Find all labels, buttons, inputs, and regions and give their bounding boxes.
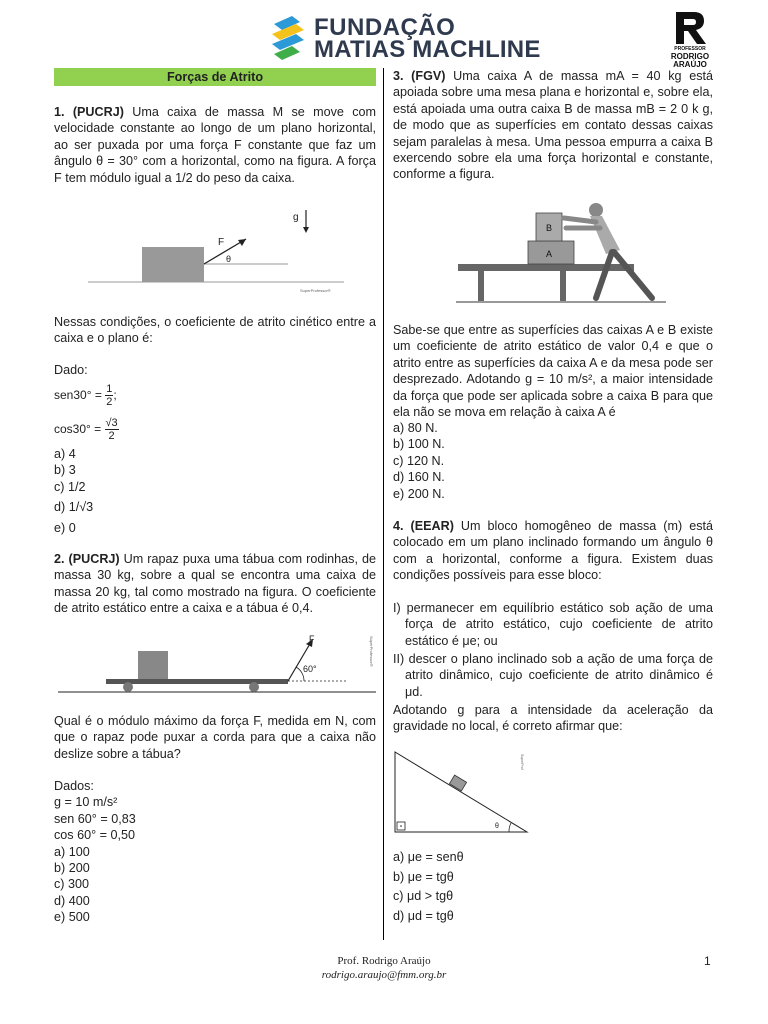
q1-cos-fraction bbox=[105, 417, 119, 442]
q2-dados-label: Dados: bbox=[54, 779, 94, 793]
q2-dado-g: g = 10 m/s² bbox=[54, 795, 118, 810]
q1-number: 1. (PUCRJ) bbox=[54, 105, 124, 119]
q1-cos-den: 2 bbox=[108, 430, 115, 443]
professor-logo-text bbox=[662, 46, 718, 69]
q4-text: Um bloco homogêneo de massa (m) está colocado em um plano inclinado formando um ângulo θ com a horizontal, conforme a figura. Existem duas condições possíveis para esse bloco: bbox=[393, 519, 713, 583]
q3-table-leg-right bbox=[560, 271, 566, 301]
q2-board bbox=[106, 679, 288, 684]
q4-condition-2: II) descer o plano inclinado sob a ação de uma força de atrito dinâmico, cujo coeficiente de atrito dinâmico é μd. bbox=[393, 652, 713, 699]
q2-option-e: e) 500 bbox=[54, 910, 90, 925]
q4-options bbox=[393, 848, 713, 926]
q3-option-e: e) 200 N. bbox=[393, 486, 445, 501]
q2-dado-cos: cos 60° = 0,50 bbox=[54, 828, 136, 843]
r-monogram-icon bbox=[668, 10, 712, 46]
q2-option-c: c) 300 bbox=[54, 877, 90, 892]
professor-logo bbox=[668, 10, 712, 68]
q2-box bbox=[138, 651, 168, 679]
footer-email[interactable]: rodrigo.araujo@fmm.org.br bbox=[321, 969, 447, 981]
q2-figure bbox=[58, 628, 376, 696]
q1-sen-label: sen30° = bbox=[54, 388, 102, 402]
q1-fig-credit: SuperProfessor® bbox=[300, 288, 331, 293]
q3-statement bbox=[393, 68, 713, 183]
q4-number: 4. (EEAR) bbox=[393, 519, 454, 533]
q3-number: 3. (FGV) bbox=[393, 69, 446, 83]
footer-name: Prof. Rodrigo Araújo bbox=[337, 955, 431, 967]
q4-condition-1: I) permanecer em equilíbrio estático sob ação de uma força de atrito estático, cujo coeficiente de atrito estático é μe; ou bbox=[393, 601, 713, 648]
q1-sen-num: 1 bbox=[106, 383, 113, 396]
q1-sen-end: ; bbox=[113, 388, 117, 402]
q1-option-b: b) 3 bbox=[54, 463, 76, 478]
q3-text: Uma caixa A de massa mA = 40 kg está apoiada sobre uma mesa plana e horizontal e, sobre ela, está apoiada uma outra caixa B de massa mB = 2 0 k g, de modo que as superfícies em contato dessas caixas sejam paralelas à mesa. Uma pessoa empurra a caixa B exercendo sobre ela uma força horizontal e constante, conforme a figura. bbox=[393, 69, 714, 182]
q3-options bbox=[393, 420, 713, 502]
q1-fig-g: g bbox=[293, 212, 299, 223]
q2-option-a: a) 100 bbox=[54, 844, 90, 859]
fundacao-logo bbox=[270, 14, 541, 64]
q4-figure bbox=[393, 748, 533, 834]
q4-option-b: b) μe = tgθ bbox=[393, 869, 454, 884]
q4-incline bbox=[395, 752, 527, 832]
q1-cos-label: cos30° = bbox=[54, 422, 102, 436]
q1-cos-formula bbox=[54, 412, 376, 446]
q3-fig-a: A bbox=[545, 249, 553, 259]
q2-wheel-left bbox=[123, 682, 133, 692]
q3-figure bbox=[456, 198, 668, 304]
q1-option-d: d) 1/√3 bbox=[54, 500, 94, 515]
q3-option-b: b) 100 N. bbox=[393, 437, 445, 452]
q2-statement bbox=[54, 551, 376, 617]
q4-option-c: c) μd > tgθ bbox=[393, 889, 454, 903]
q1-text: Uma caixa de massa M se move com velocidade constante ao longo de um plano horizontal, ao ser puxada por uma força F constante que faz um ângulo θ = 30° com a horizontal, como na figura. A força F tem módulo igual a 1/2 do peso da caixa. bbox=[54, 105, 376, 185]
q1-option-c: c) 1/2 bbox=[54, 479, 86, 494]
q4-right-angle-dot bbox=[400, 825, 402, 827]
q1-fig-f: F bbox=[218, 237, 225, 248]
q3-option-a: a) 80 N. bbox=[393, 421, 438, 435]
q4-question: Adotando g para a intensidade da aceleração da gravidade no local, é correto afirmar que: bbox=[393, 703, 713, 734]
q3-option-c: c) 120 N. bbox=[393, 453, 445, 468]
q1-options bbox=[54, 446, 376, 536]
q3-text2: Sabe-se que entre as superfícies das caixas A e B existe um coeficiente de atrito estático de valor 0,4 e que o atrito entre as superfícies da caixa A e da mesa pode ser desprezado. Adotando g = 10 m/s², a maior intensidade da força que pode ser aplicada sobre a caixa B para que ela não se mova em relação à caixa A é bbox=[393, 323, 713, 420]
q2-text: Um rapaz puxa uma tábua com rodinhas, de massa 30 kg, sobre a qual se encontra uma caixa de massa 20 kg, tal como mostrado na figura. O coeficiente de atrito estático entre a caixa e a tábua é 0,4. bbox=[54, 552, 376, 616]
footer bbox=[0, 954, 768, 982]
q1-statement bbox=[54, 104, 376, 186]
q1-question: Nessas condições, o coeficiente de atrito cinético entre a caixa e o plano é: bbox=[54, 315, 376, 346]
page-number: 1 bbox=[704, 954, 711, 968]
q1-option-a: a) 4 bbox=[54, 447, 76, 461]
logo-line1: FUNDAÇÃO bbox=[314, 14, 456, 41]
q2-number: 2. (PUCRJ) bbox=[54, 552, 120, 566]
q2-fig-angle: 60° bbox=[303, 664, 317, 674]
q2-fig-credit: SuperProfessor® bbox=[369, 636, 374, 667]
q2-option-d: d) 400 bbox=[54, 893, 90, 908]
q2-dados bbox=[54, 778, 376, 926]
q2-option-b: b) 200 bbox=[54, 861, 90, 876]
q3-person bbox=[564, 203, 652, 298]
q4-option-a: a) μe = senθ bbox=[393, 850, 464, 864]
q1-cos-num: √3 bbox=[105, 417, 118, 430]
q4-fig-credit: SuperProf bbox=[520, 754, 524, 770]
logo-line2: MATIAS MACHLINE bbox=[314, 36, 541, 63]
brand-araujo: ARAÚJO bbox=[673, 60, 707, 69]
page-title: Forças de Atrito bbox=[54, 68, 376, 86]
brand-rodrigo: RODRIGO bbox=[670, 52, 710, 61]
column-divider bbox=[383, 68, 384, 940]
q1-fig-theta: θ bbox=[226, 254, 232, 264]
q2-question: Qual é o módulo máximo da força F, medida em N, com que o rapaz pode puxar a corda para que a caixa não deslize sobre a tábua? bbox=[54, 714, 376, 761]
q1-sen-formula bbox=[54, 378, 376, 412]
q4-option-d: d) μd = tgθ bbox=[393, 908, 454, 923]
q2-rope bbox=[288, 642, 311, 681]
q2-fig-f: F bbox=[309, 634, 315, 644]
q1-figure bbox=[88, 200, 344, 296]
fundacao-logo-icon bbox=[270, 16, 306, 60]
q1-box bbox=[142, 247, 204, 282]
q4-fig-theta: θ bbox=[495, 823, 499, 830]
q1-dado-label: Dado: bbox=[54, 363, 88, 377]
brand-professor: PROFESSOR bbox=[674, 46, 706, 52]
q4-statement bbox=[393, 518, 713, 584]
q1-sen-den: 2 bbox=[106, 396, 113, 409]
q1-option-e: e) 0 bbox=[54, 520, 76, 535]
q3-option-d: d) 160 N. bbox=[393, 470, 445, 485]
q2-wheel-right bbox=[249, 682, 259, 692]
q3-table-leg-left bbox=[478, 271, 484, 301]
q3-fig-b: B bbox=[545, 223, 553, 233]
q2-dado-sen: sen 60° = 0,83 bbox=[54, 811, 136, 826]
